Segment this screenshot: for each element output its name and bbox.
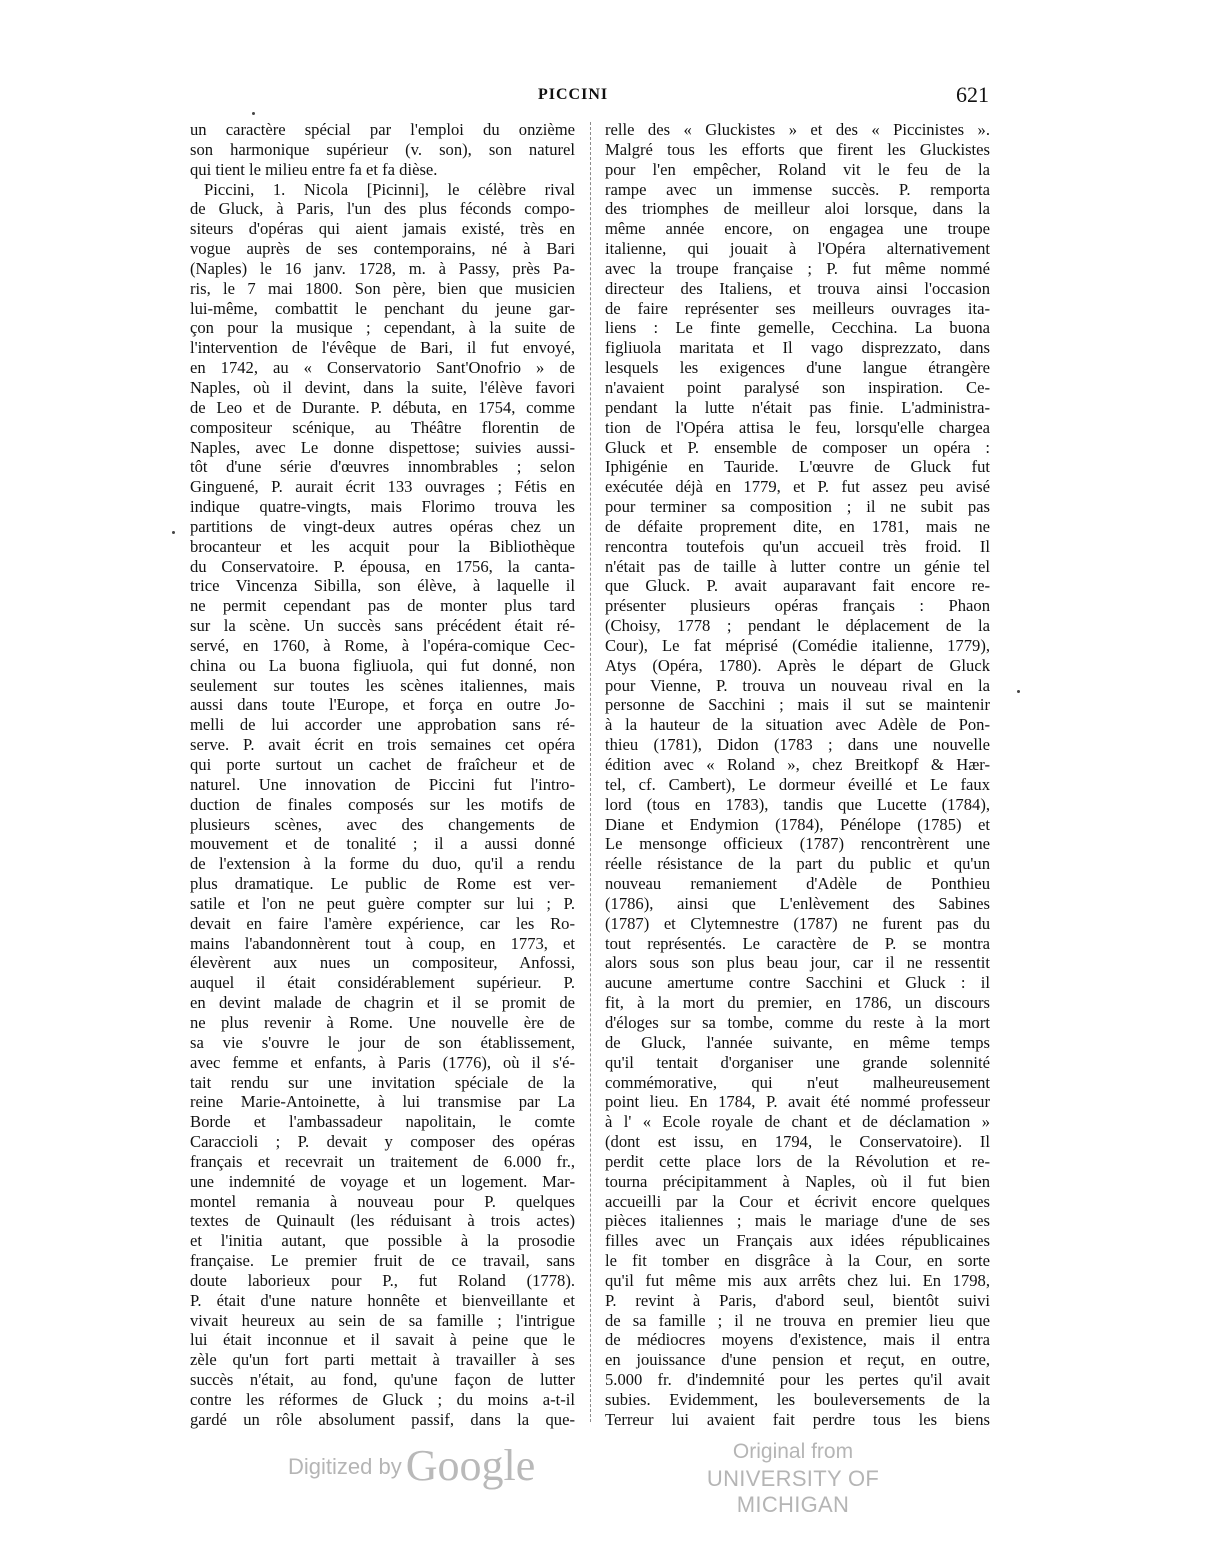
text-line: tôt d'une série d'œuvres innombrables ; selon (190, 457, 575, 477)
digitized-by-label: Digitized by (288, 1454, 402, 1479)
text-line: personne de Sacchini ; mais il sut se maintenir (605, 695, 990, 715)
text-line: édition avec « Roland », chez Breitkopf & Hær- (605, 755, 990, 774)
text-line: plus dramatique. Le public de Rome est ver- (190, 874, 575, 894)
text-line: trice Vincenza Sibilla, son élève, à laquelle il (190, 576, 575, 596)
text-line: en jouissance d'une pension et reçut, en outre, (605, 1350, 990, 1370)
text-line: une indemnité de voyage et un logement. Mar- (190, 1171, 575, 1191)
text-line: relle des « Gluckistes » et des « Piccinistes ». (605, 120, 990, 139)
text-line: filles avec un Français aux idées républicaines (605, 1231, 990, 1251)
text-line: partitions de vingt-deux autres opéras chez un (190, 516, 575, 536)
text-line: et l'initia autant, que possible à la prosodie (190, 1231, 575, 1251)
speck-mark (1017, 690, 1020, 693)
text-line: Iphigénie en Tauride. L'œuvre de Gluck fut (605, 457, 990, 477)
text-line: lui-même, combattit le penchant du jeune gar- (190, 298, 575, 318)
text-line: alors sous son plus beau jour, car il ne ressentit (605, 953, 990, 973)
text-line: P. était d'une nature honnête et bienveillante et (190, 1290, 575, 1310)
text-line: tait rendu sur une invitation spéciale de la (190, 1072, 575, 1092)
text-line: à l' « Ecole royale de chant et de déclamation » (605, 1112, 990, 1132)
text-line: commémorative, qui n'eut malheureusement (605, 1072, 990, 1092)
speck-mark (252, 112, 255, 115)
text-line: Naples, où il devint, dans la suite, l'élève favori (190, 377, 575, 397)
text-line: point lieu. En 1784, P. avait été nommé professeur (605, 1092, 990, 1112)
text-line: qu'il tentait d'organiser une grande solennité (605, 1052, 990, 1072)
text-line: seulement sur toutes les scènes italiennes, mais (190, 675, 575, 695)
text-line: Malgré tous les efforts que firent les Gluckistes (605, 139, 990, 159)
text-line: avec la troupe française ; P. fut même nommé (605, 258, 990, 278)
text-line: subies. Evidemment, les bouleversements de la (605, 1390, 990, 1409)
text-line: lesquels les exigences d'une langue étrangère (605, 358, 990, 378)
text-line: italienne, qui jouait à l'Opéra alternativement (605, 239, 990, 259)
text-line: vivait heureux au sein de sa famille ; l'intrigue (190, 1310, 575, 1330)
text-line: mouvement et de tonalité ; il a aussi donné (190, 834, 575, 854)
text-line: élevèrent aux nues un compositeur, Anfossi, (190, 953, 575, 973)
text-line: d'éloges sur sa tombe, comme du reste à la mort (605, 1012, 990, 1032)
text-line: qu'il fut même mis aux arrêts chez lui. En 1798, (605, 1270, 990, 1290)
text-line: liens : Le finte gemelle, Cecchina. La buona (605, 318, 990, 338)
text-line: avec femme et enfants, à Paris (1776), où il s'é- (190, 1052, 575, 1072)
text-line: pour l'en empêcher, Roland vit le feu de la (605, 159, 990, 179)
text-line: aussi dans toute l'Europe, et força en outre Jo- (190, 695, 575, 715)
text-line: Le mensonge officieux (1787) rencontrèrent une (605, 834, 990, 854)
text-line: même année encore, on engagea une troupe (605, 219, 990, 239)
text-line: lui était inconnue et il savait à peine que le (190, 1330, 575, 1350)
text-line: exécutée déjà en 1779, et P. fut assez peu avisé (605, 477, 990, 497)
text-line: (Choisy, 1778 ; pendant le déplacement de la (605, 616, 990, 636)
text-line: Atys (Opéra, 1780). Après le départ de Gluck (605, 655, 990, 675)
text-line: des triomphes de meilleur aloi lorsque, dans la (605, 199, 990, 219)
text-line: (dont est issu, en 1794, le Conservatoire). Il (605, 1132, 990, 1152)
text-line: son harmonique supérieur (v. son), son naturel (190, 139, 575, 159)
text-line: de sa famille ; il ne trouva en premier lieu que (605, 1310, 990, 1330)
text-line: de médiocres moyens d'existence, mais il entra (605, 1330, 990, 1350)
speck-mark (172, 531, 175, 534)
text-line: succès n'était, au fond, qu'une façon de lutter (190, 1370, 575, 1390)
text-line: siteurs d'opéras qui aient jamais existé, très en (190, 219, 575, 239)
text-line: nouveau remaniement d'Adèle de Ponthieu (605, 874, 990, 894)
text-line: Terreur lui avaient fait perdre tous les biens (605, 1409, 990, 1429)
text-line: (1787) et Clytemnestre (1787) ne furent pas du (605, 913, 990, 933)
text-line: de Leo et de Durante. P. débuta, en 1754, comme (190, 397, 575, 417)
text-line: zèle qu'un fort parti mettait à travailler à ses (190, 1350, 575, 1370)
text-line: lord (tous en 1783), tandis que Lucette (1784), (605, 794, 990, 814)
text-line: melli de lui accorder une approbation sans ré- (190, 715, 575, 735)
text-line: textes de Quinault (les réduisant à trois actes) (190, 1211, 575, 1231)
text-line: Ginguené, P. aurait écrit 133 ouvrages ; Fétis en (190, 477, 575, 497)
column-divider (590, 122, 591, 1422)
text-line: serve. P. avait écrit en trois semaines cet opéra (190, 735, 575, 755)
text-line: duction de finales composés sur les motifs de (190, 794, 575, 814)
original-from (668, 1440, 918, 1518)
text-line: Piccini, 1. Nicola [Picinni], le célèbre rival (204, 179, 575, 199)
text-line: sa vie s'ouvre le jour de son établissement, (190, 1032, 575, 1052)
text-line: aucune amertume contre Sacchini et Gluck : il (605, 973, 990, 993)
text-line: compositeur scénique, au Théâtre florentin de (190, 417, 575, 437)
text-line: pour Vienne, P. trouva un nouveau rival en la (605, 675, 990, 695)
text-line: (1786), ainsi que L'enlèvement des Sabines (605, 893, 990, 913)
text-line: de l'extension à la forme du duo, qu'il a rendu (190, 854, 575, 874)
left-column (190, 120, 575, 1430)
text-line: Caraccioli ; P. devait y composer des opéras (190, 1132, 575, 1152)
text-line: figliuola maritata et Il vago disprezzato, dans (605, 338, 990, 358)
text-line: reine Marie-Antoinette, à lui transmise par La (190, 1092, 575, 1112)
text-line: française. Le premier fruit de ce travail, sans (190, 1251, 575, 1271)
text-line: de défaite proprement dite, en 1781, mais ne (605, 516, 990, 536)
text-line: contre les réformes de Gluck ; du moins a-t-il (190, 1390, 575, 1409)
text-line: à la hauteur de la situation avec Adèle de Pon- (605, 715, 990, 735)
text-line: pendant la lutte n'était pas finie. L'administra- (605, 397, 990, 417)
text-line: de Gluck, l'année suivante, en même temps (605, 1032, 990, 1052)
text-line: satile et l'on ne peut guère compter sur lui ; P. (190, 893, 575, 913)
text-line: Cour), Le fat méprisé (Comédie italienne, 1779), (605, 635, 990, 655)
text-line: Diane et Endymion (1784), Pénélope (1785) et (605, 814, 990, 834)
text-line: perdit cette place lors de la Révolution et re- (605, 1151, 990, 1171)
text-line: P. revint à Paris, d'abord seul, bientôt suivi (605, 1290, 990, 1310)
text-line: pièces italiennes ; mais le mariage d'une de ses (605, 1211, 990, 1231)
text-line: indique quatre-vingts, mais Florimo trouva les (190, 497, 575, 517)
text-line: directeur des Italiens, et trouva ainsi l'occasion (605, 278, 990, 298)
running-head: PICCINI (538, 86, 609, 103)
text-line: gardé un rôle absolument passif, dans la que- (190, 1409, 575, 1429)
text-line: tel, cf. Cambert), Le dormeur éveillé et Le faux (605, 774, 990, 794)
google-logo: Google (405, 1441, 536, 1490)
text-line: rencontra toutefois qu'un accueil très froid. Il (605, 536, 990, 556)
text-line: 5.000 fr. d'indemnité pour les pertes qu'il avait (605, 1370, 990, 1390)
text-line: n'avaient point paralysé son inspiration. Ce- (605, 377, 990, 397)
text-line: réelle résistance de la part du public et qu'un (605, 854, 990, 874)
text-line: présenter plusieurs opéras français : Phaon (605, 596, 990, 616)
text-line: de faire représenter ses meilleurs ouvrages ita- (605, 298, 990, 318)
institution-name: UNIVERSITY OF MICHIGAN (706, 1466, 880, 1517)
text-line: pour terminer sa composition ; il ne subit pas (605, 497, 990, 517)
text-line: français et recevrait un traitement de 6.000 fr., (190, 1151, 575, 1171)
page-number: 621 (956, 82, 989, 107)
text-line: en 1742, au « Conservatorio Sant'Onofrio » de (190, 358, 575, 378)
text-line: accueilli par la Cour et écrivit encore quelques (605, 1191, 990, 1211)
text-line: ne plus revenir à Rome. Une nouvelle ère de (190, 1012, 575, 1032)
text-line: devait en faire l'amère expérience, car les Ro- (190, 913, 575, 933)
text-line: rampe avec un immense succès. P. remporta (605, 179, 990, 199)
digitized-by-google (288, 1440, 535, 1491)
text-line: vogue auprès de ses contemporains, né à Bari (190, 239, 575, 259)
text-line: Naples, avec Le donne dispettose; suivies aussi- (190, 437, 575, 457)
text-line: montel remania à nouveau pour P. quelques (190, 1191, 575, 1211)
text-line: le fit tomber en disgrâce à la Cour, en sorte (605, 1251, 990, 1271)
original-from-label: Original from (732, 1440, 854, 1463)
text-line: auquel il était considérablement supérieur. P. (190, 973, 575, 993)
text-line: l'intervention de l'évêque de Bari, il fut envoyé, (190, 338, 575, 358)
text-line: china ou La buona figliuola, qui fut donné, non (190, 655, 575, 675)
text-line: du Conservatoire. P. épousa, en 1756, la canta- (190, 556, 575, 576)
text-line: que Gluck. P. avait auparavant fait encore re- (605, 576, 990, 596)
text-line: qui tient le milieu entre fa et fa dièse. (190, 159, 438, 179)
text-line: brocanteur et les acquit pour la Bibliothèque (190, 536, 575, 556)
text-line: tourna précipitamment à Naples, où il fut bien (605, 1171, 990, 1191)
text-line: qui porte surtout un cachet de fraîcheur et de (190, 755, 575, 774)
text-line: servé, en 1760, à Rome, à l'opéra-comique Cec- (190, 635, 575, 655)
text-line: fit, à la mort du premier, en 1786, un discours (605, 993, 990, 1013)
text-line: (Naples) le 16 janv. 1728, m. à Passy, près Pa- (190, 258, 575, 278)
text-line: tout représentés. Le caractère de P. se montra (605, 933, 990, 953)
text-line: de Gluck, à Paris, l'un des plus féconds compo- (190, 199, 575, 219)
text-line: mains l'abandonnèrent tout à coup, en 1773, et (190, 933, 575, 953)
text-line: sur la scène. Un succès sans précédent était ré- (190, 616, 575, 636)
text-line: thieu (1781), Didon (1783 ; dans une nouvelle (605, 735, 990, 755)
text-line: naturel. Une innovation de Piccini fut l'intro- (190, 774, 575, 794)
text-line: tion de l'Opéra attisa le feu, lorsqu'elle chargea (605, 417, 990, 437)
text-line: n'était pas de taille à lutter contre un génie tel (605, 556, 990, 576)
text-line: ne permit cependant pas de monter plus tard (190, 596, 575, 616)
text-line: çon pour la musique ; cependant, à la suite de (190, 318, 575, 338)
text-line: doute laborieux pour P., fut Roland (1778). (190, 1270, 575, 1290)
text-line: ris, le 7 mai 1800. Son père, bien que musicien (190, 278, 575, 298)
text-line: Gluck et P. ensemble de composer un opéra : (605, 437, 990, 457)
text-line: un caractère spécial par l'emploi du onzième (190, 120, 575, 139)
text-line: plusieurs scènes, avec des changements de (190, 814, 575, 834)
text-line: Borde et l'ambassadeur napolitain, le comte (190, 1112, 575, 1132)
text-line: en devint malade de chagrin et il se promit de (190, 993, 575, 1013)
right-column (605, 120, 990, 1430)
